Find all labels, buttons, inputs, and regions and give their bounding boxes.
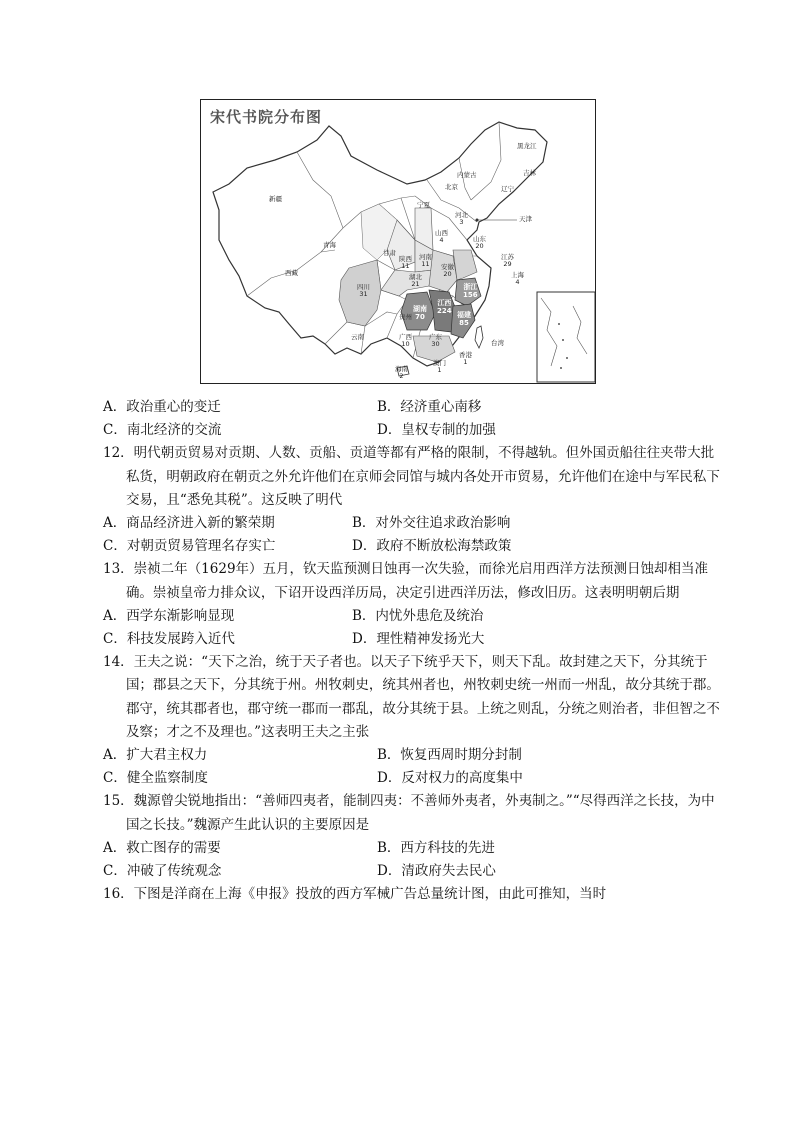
map-label-sichuan-count: 31 — [359, 290, 368, 299]
map-label-shaanxi-name: 陕西 — [399, 255, 412, 263]
q15-options — [103, 837, 723, 883]
map-label-qinghai: 青海 — [323, 241, 336, 249]
q11-option-b[interactable]: B．经济重心南移 — [377, 399, 482, 415]
map-label-liaoning: 辽宁 — [501, 185, 514, 193]
q12-stem: 12．明代朝贡贸易对贡期、人数、贡船、贡道等都有严格的限制，不得越轨。但外国贡船往往夹带大批私货，明朝政府在朝贡之外允许他们在京师会同馆与城内各处开市贸易，允许他们在途中与军民私下交易，且“悉免其税”。这反映了明代 — [103, 445, 720, 508]
map-label-hainan-count: 2 — [399, 372, 404, 381]
map-label-aomen-name: 澳门 — [433, 359, 446, 367]
q12-option-d[interactable]: D．政府不断放松海禁政策 — [352, 538, 512, 555]
q13-option-b[interactable]: B．内忧外患危及统治 — [352, 607, 484, 624]
map-label-shanxi-count: 4 — [439, 236, 444, 245]
map-label-hubei-count: 21 — [411, 280, 420, 289]
map-label-anhui-count: 20 — [443, 270, 452, 279]
map-label-zhejiang — [463, 284, 478, 299]
map-label-guangdong — [429, 334, 442, 348]
q14-stem: 14．王夫之说：“天下之治，统于天子者也。以天子下统乎天下，则天下乱。故封建之天下，分其统于国；郡县之天下，分其统于州。州牧刺史，统其州者也，州牧刺史统一州而一州乱，故分其统于郡。郡守，统其郡者也，郡守统一郡而一郡乱，故分其统于县。上统之则乱，分统之则治者，非但智之不及察；才之不及理也。”这表明王夫之主张 — [103, 654, 720, 740]
q13-option-d[interactable]: D．理性精神发扬光大 — [352, 631, 485, 648]
q13-options — [103, 605, 723, 651]
map-label-fujian-count: 85 — [459, 318, 469, 327]
q14-option-d[interactable]: D．反对权力的高度集中 — [377, 770, 523, 787]
map-label-hubei-name: 湖北 — [409, 273, 422, 281]
map-label-guangxi-name: 广西 — [399, 333, 412, 341]
q15-option-b[interactable]: B．西方科技的先进 — [377, 839, 495, 856]
map-label-hunan — [413, 306, 427, 321]
q14-option-a[interactable]: A．扩大君主权力 — [103, 747, 208, 764]
map-label-hebei-name: 河北 — [455, 211, 468, 219]
q12-options — [103, 512, 723, 558]
q12-option-a[interactable]: A．商品经济进入新的繁荣期 — [103, 515, 275, 532]
q11-option-c[interactable]: C．南北经济的交流 — [103, 422, 222, 439]
map-label-anhui — [441, 264, 454, 278]
q13-option-a[interactable]: A．西学东渐影响显现 — [103, 607, 235, 624]
map-label-guangxi — [399, 334, 412, 348]
map-label-aomen-count: 1 — [437, 366, 442, 375]
map-label-zhejiang-name: 浙江 — [463, 283, 478, 291]
map-label-sichuan-name: 四川 — [357, 283, 370, 291]
map-label-guangdong-name: 广东 — [429, 333, 442, 341]
map-label-xinjiang: 新疆 — [269, 195, 282, 203]
map-label-jiangxi-count: 224 — [437, 306, 452, 315]
map-label-gansu: 甘肃 — [383, 249, 396, 257]
q15-option-c[interactable]: C．冲破了传统观念 — [103, 863, 222, 880]
q13-stem: 13．崇祯二年（1629年）五月，钦天监预测日蚀再一次失验，而徐光启用西洋方法预测日蚀却相当准确。崇祯皇帝力排众议，下诏开设西洋历局，决定引进西洋历法，修改旧历。这表明明朝后期 — [103, 561, 709, 601]
q15-option-a[interactable]: A．救亡图存的需要 — [103, 839, 221, 856]
map-label-shanxi-name: 山西 — [435, 229, 448, 237]
question-content — [103, 396, 723, 906]
map-label-hebei — [455, 212, 468, 226]
map-label-shandong-name: 山东 — [473, 235, 486, 243]
map-label-hainan — [395, 366, 408, 380]
map-label-anhui-name: 安徽 — [441, 263, 454, 271]
map-label-shaanxi — [399, 256, 412, 270]
map-label-ningxia: 宁夏 — [417, 201, 430, 209]
map-label-guangdong-count: 30 — [431, 340, 440, 349]
map-label-taiwan: 台湾 — [491, 339, 504, 347]
taiwan-island — [475, 326, 483, 348]
map-label-tianjin: 天津 — [519, 215, 532, 223]
map-label-hunan-name: 湖南 — [413, 305, 427, 313]
map-label-henan-count: 11 — [421, 260, 430, 269]
map-label-henan — [419, 254, 432, 268]
map-label-hunan-count: 70 — [415, 312, 425, 321]
map-label-jilin: 吉林 — [523, 169, 536, 177]
q11-options — [103, 396, 723, 442]
map-label-shandong — [473, 236, 486, 250]
map-label-shandong-count: 20 — [475, 242, 484, 251]
q11-option-a[interactable]: A．政治重心的变迁 — [103, 399, 221, 415]
map-label-zhejiang-count: 156 — [463, 290, 478, 299]
q16-stem: 16．下图是洋商在上海《申报》投放的西方军械广告总量统计图，由此可推知，当时 — [103, 886, 607, 903]
south-sea-inset — [537, 292, 595, 382]
map-label-xianggang-count: 1 — [463, 358, 468, 367]
q14-option-b[interactable]: B．恢复西周时期分封制 — [377, 747, 522, 764]
q11-option-d[interactable]: D．皇权专制的加强 — [377, 422, 496, 439]
map-label-xianggang — [459, 352, 472, 366]
q15-option-d[interactable]: D．清政府失去民心 — [377, 863, 496, 880]
map-label-shanghai — [511, 272, 524, 286]
q14-option-c[interactable]: C．健全监察制度 — [103, 770, 208, 787]
map-label-heilongjiang: 黑龙江 — [517, 142, 537, 150]
map-label-fujian-name: 福建 — [457, 311, 471, 319]
map-label-jiangsu-name: 江苏 — [501, 253, 514, 261]
map-label-neimenggu: 内蒙古 — [457, 171, 477, 179]
map-label-sichuan — [357, 284, 370, 298]
map-label-xianggang-name: 香港 — [459, 351, 472, 359]
q13-option-c[interactable]: C．科技发展跨入近代 — [103, 631, 235, 648]
map-label-henan-name: 河南 — [419, 253, 432, 261]
map-label-guizhou: 贵州 — [399, 313, 412, 321]
map-title: 宋代书院分布图 — [210, 108, 323, 126]
map-label-guangxi-count: 10 — [401, 340, 410, 349]
map-label-aomen — [433, 360, 446, 374]
q15-stem: 15．魏源曾尖锐地指出：“善师四夷者，能制四夷：不善师外夷者，外夷制之。”“尽得西洋之长技，为中国之长技。”魏源产生此认识的主要原因是 — [103, 793, 715, 833]
map-label-fujian — [457, 312, 471, 327]
song-academy-map — [200, 99, 596, 384]
map-label-xizang: 西藏 — [285, 269, 298, 277]
map-label-shanghai-count: 4 — [515, 278, 520, 287]
map-label-jiangsu — [501, 254, 514, 268]
map-label-jiangsu-count: 29 — [503, 260, 512, 269]
q12-option-c[interactable]: C．对朝贡贸易管理名存实亡 — [103, 538, 276, 555]
map-label-shanghai-name: 上海 — [511, 271, 524, 279]
q12-option-b[interactable]: B．对外交往追求政治影响 — [352, 515, 511, 532]
map-label-hebei-count: 3 — [459, 218, 464, 227]
map-label-jiangxi-name: 江西 — [437, 299, 452, 307]
map-label-yunnan: 云南 — [351, 333, 364, 341]
map-label-hubei — [409, 274, 422, 288]
map-label-shanxi — [435, 230, 448, 244]
map-label-shaanxi-count: 11 — [401, 262, 410, 271]
map-label-jiangxi — [437, 300, 452, 315]
map-label-hainan-name: 海南 — [395, 365, 408, 373]
map-label-beijing: 北京 — [445, 183, 458, 191]
q14-options — [103, 744, 723, 790]
